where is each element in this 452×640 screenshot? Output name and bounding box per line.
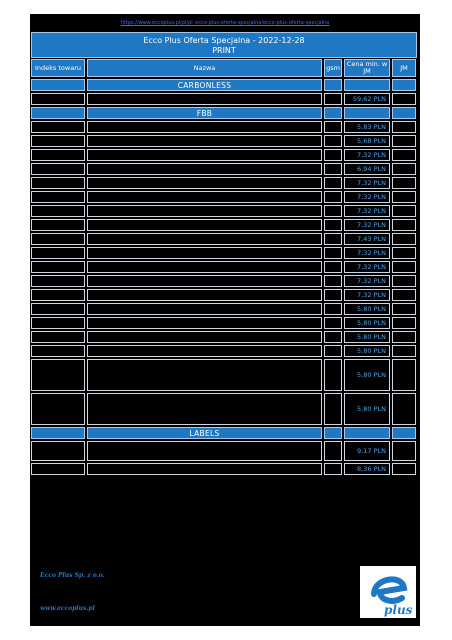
cell-name: [87, 135, 322, 147]
cell-unit: [392, 317, 416, 329]
price-value: 7,32 PLN: [344, 191, 390, 203]
cell-gsm: [324, 331, 342, 343]
price-value: 5,80 PLN: [344, 345, 390, 357]
cell-unit: [392, 289, 416, 301]
cell-index: [31, 441, 85, 461]
cell-gsm: [324, 359, 342, 391]
table-row: [30, 149, 420, 163]
top-link[interactable]: https://www.eccoplus.pl/pl/pl_ecco-plus-oferta-specjalna/ecco-plus-oferta-specjalna: [120, 20, 330, 26]
cell-unit: [392, 135, 416, 147]
table-row: [30, 441, 420, 463]
cell-gsm: [324, 247, 342, 259]
table-row: [30, 93, 420, 107]
cell-unit: [392, 219, 416, 231]
price-value: 7,32 PLN: [344, 149, 390, 161]
cell-name: [87, 331, 322, 343]
cell-unit: [392, 303, 416, 315]
table-row: [30, 289, 420, 303]
cell-name: [87, 205, 322, 217]
cell-name: [87, 275, 322, 287]
price-value: 7,32 PLN: [344, 289, 390, 301]
cell-index: [31, 233, 85, 245]
page-title: [31, 32, 417, 58]
price-value: 5,80 PLN: [344, 303, 390, 315]
price-value: 7,32 PLN: [344, 275, 390, 287]
cell-gsm: [324, 289, 342, 301]
cell-index: [31, 331, 85, 343]
cell-unit: [392, 107, 416, 119]
category-row: [30, 107, 420, 121]
table-row: [30, 121, 420, 135]
category-label: CARBONLESS: [87, 79, 322, 91]
table-row: [30, 345, 420, 359]
cell-unit: [392, 191, 416, 203]
price-value: 7,32 PLN: [344, 219, 390, 231]
cell-name: [87, 317, 322, 329]
table-row: [30, 463, 420, 477]
cell-name: [87, 345, 322, 357]
header-unit: JM: [392, 59, 416, 77]
title-line-1: Ecco Plus Oferta Specjalna - 2022-12-28: [143, 36, 305, 45]
cell-index: [31, 275, 85, 287]
cell-index: [31, 463, 85, 475]
cell-index: [31, 247, 85, 259]
cell-gsm: [324, 463, 342, 475]
price-value: 5,68 PLN: [344, 135, 390, 147]
cell-gsm: [324, 135, 342, 147]
cell-unit: [392, 163, 416, 175]
table-row: [30, 191, 420, 205]
cell-gsm: [324, 345, 342, 357]
cell-price: [344, 107, 390, 119]
cell-index: [31, 191, 85, 203]
cell-gsm: [324, 107, 342, 119]
cell-unit: [392, 463, 416, 475]
price-value: 7,43 PLN: [344, 233, 390, 245]
table-row: [30, 233, 420, 247]
cell-index: [31, 289, 85, 301]
table-row: [30, 177, 420, 191]
cell-unit: [392, 331, 416, 343]
cell-gsm: [324, 219, 342, 231]
table-row: [30, 359, 420, 393]
header-gsm: gsm: [324, 59, 342, 77]
cell-gsm: [324, 233, 342, 245]
cell-name: [87, 289, 322, 301]
cell-index: [31, 317, 85, 329]
logo-icon: [360, 566, 416, 618]
cell-name: [87, 233, 322, 245]
cell-index: [31, 121, 85, 133]
cell-gsm: [324, 79, 342, 91]
title-line-2: PRINT: [212, 46, 236, 55]
cell-index: [31, 149, 85, 161]
cell-name: [87, 261, 322, 273]
cell-index: [31, 261, 85, 273]
table-row: [30, 247, 420, 261]
price-value: 7,32 PLN: [344, 205, 390, 217]
table-row: [30, 135, 420, 149]
cell-index: [31, 177, 85, 189]
cell-name: [87, 93, 322, 105]
cell-unit: [392, 93, 416, 105]
cell-index: [31, 135, 85, 147]
cell-index: [31, 79, 85, 91]
table-row: [30, 393, 420, 427]
cell-index: [31, 359, 85, 391]
cell-price: [344, 79, 390, 91]
cell-name: [87, 247, 322, 259]
category-label: FBB: [87, 107, 322, 119]
cell-unit: [392, 427, 416, 439]
price-value: 5,80 PLN: [344, 393, 390, 425]
table-row: [30, 205, 420, 219]
footer-website[interactable]: www.eccoplus.pl: [40, 605, 95, 612]
cell-unit: [392, 393, 416, 425]
table-row: [30, 219, 420, 233]
cell-unit: [392, 177, 416, 189]
header-name: Nazwa: [87, 59, 322, 77]
header-price: Cena min. w JM: [344, 59, 390, 77]
price-value: 7,32 PLN: [344, 261, 390, 273]
document-page: [30, 14, 420, 626]
cell-index: [31, 303, 85, 315]
table-row: [30, 303, 420, 317]
cell-gsm: [324, 191, 342, 203]
cell-price: [344, 427, 390, 439]
price-value: 7,32 PLN: [344, 247, 390, 259]
cell-gsm: [324, 163, 342, 175]
cell-gsm: [324, 441, 342, 461]
cell-unit: [392, 121, 416, 133]
cell-index: [31, 393, 85, 425]
logo-text: plus: [384, 603, 413, 617]
cell-unit: [392, 149, 416, 161]
price-value: 5,80 PLN: [344, 331, 390, 343]
cell-unit: [392, 441, 416, 461]
price-value: 59,62 PLN: [344, 93, 390, 105]
cell-gsm: [324, 205, 342, 217]
table-row: [30, 275, 420, 289]
price-value: 9,17 PLN: [344, 441, 390, 461]
cell-index: [31, 427, 85, 439]
header-index: Indeks towaru: [31, 59, 85, 77]
price-value: 5,80 PLN: [344, 359, 390, 391]
cell-index: [31, 205, 85, 217]
cell-name: [87, 303, 322, 315]
cell-gsm: [324, 93, 342, 105]
cell-name: [87, 359, 322, 391]
cell-unit: [392, 359, 416, 391]
ecco-plus-logo: [360, 566, 416, 618]
cell-index: [31, 93, 85, 105]
cell-gsm: [324, 177, 342, 189]
cell-gsm: [324, 275, 342, 287]
cell-unit: [392, 205, 416, 217]
category-label: LABELS: [87, 427, 322, 439]
price-value: 8,36 PLN: [344, 463, 390, 475]
cell-index: [31, 163, 85, 175]
table-row: [30, 317, 420, 331]
table-row: [30, 163, 420, 177]
price-value: 6,94 PLN: [344, 163, 390, 175]
cell-unit: [392, 275, 416, 287]
cell-index: [31, 219, 85, 231]
cell-name: [87, 463, 322, 475]
cell-unit: [392, 247, 416, 259]
footer-company: Ecco Plus Sp. z o.o.: [40, 572, 105, 579]
table-row: [30, 331, 420, 345]
price-value: 7,32 PLN: [344, 177, 390, 189]
cell-name: [87, 177, 322, 189]
cell-name: [87, 441, 322, 461]
table-row: [30, 261, 420, 275]
cell-index: [31, 345, 85, 357]
cell-gsm: [324, 121, 342, 133]
cell-gsm: [324, 303, 342, 315]
cell-gsm: [324, 261, 342, 273]
cell-unit: [392, 345, 416, 357]
price-value: 5,80 PLN: [344, 317, 390, 329]
category-row: [30, 79, 420, 93]
cell-name: [87, 219, 322, 231]
cell-name: [87, 393, 322, 425]
cell-name: [87, 121, 322, 133]
cell-unit: [392, 261, 416, 273]
cell-gsm: [324, 393, 342, 425]
cell-name: [87, 163, 322, 175]
cell-gsm: [324, 317, 342, 329]
cell-name: [87, 191, 322, 203]
cell-gsm: [324, 427, 342, 439]
cell-index: [31, 107, 85, 119]
cell-gsm: [324, 149, 342, 161]
category-row: [30, 427, 420, 441]
cell-unit: [392, 79, 416, 91]
cell-name: [87, 149, 322, 161]
cell-unit: [392, 233, 416, 245]
price-value: 5,83 PLN: [344, 121, 390, 133]
